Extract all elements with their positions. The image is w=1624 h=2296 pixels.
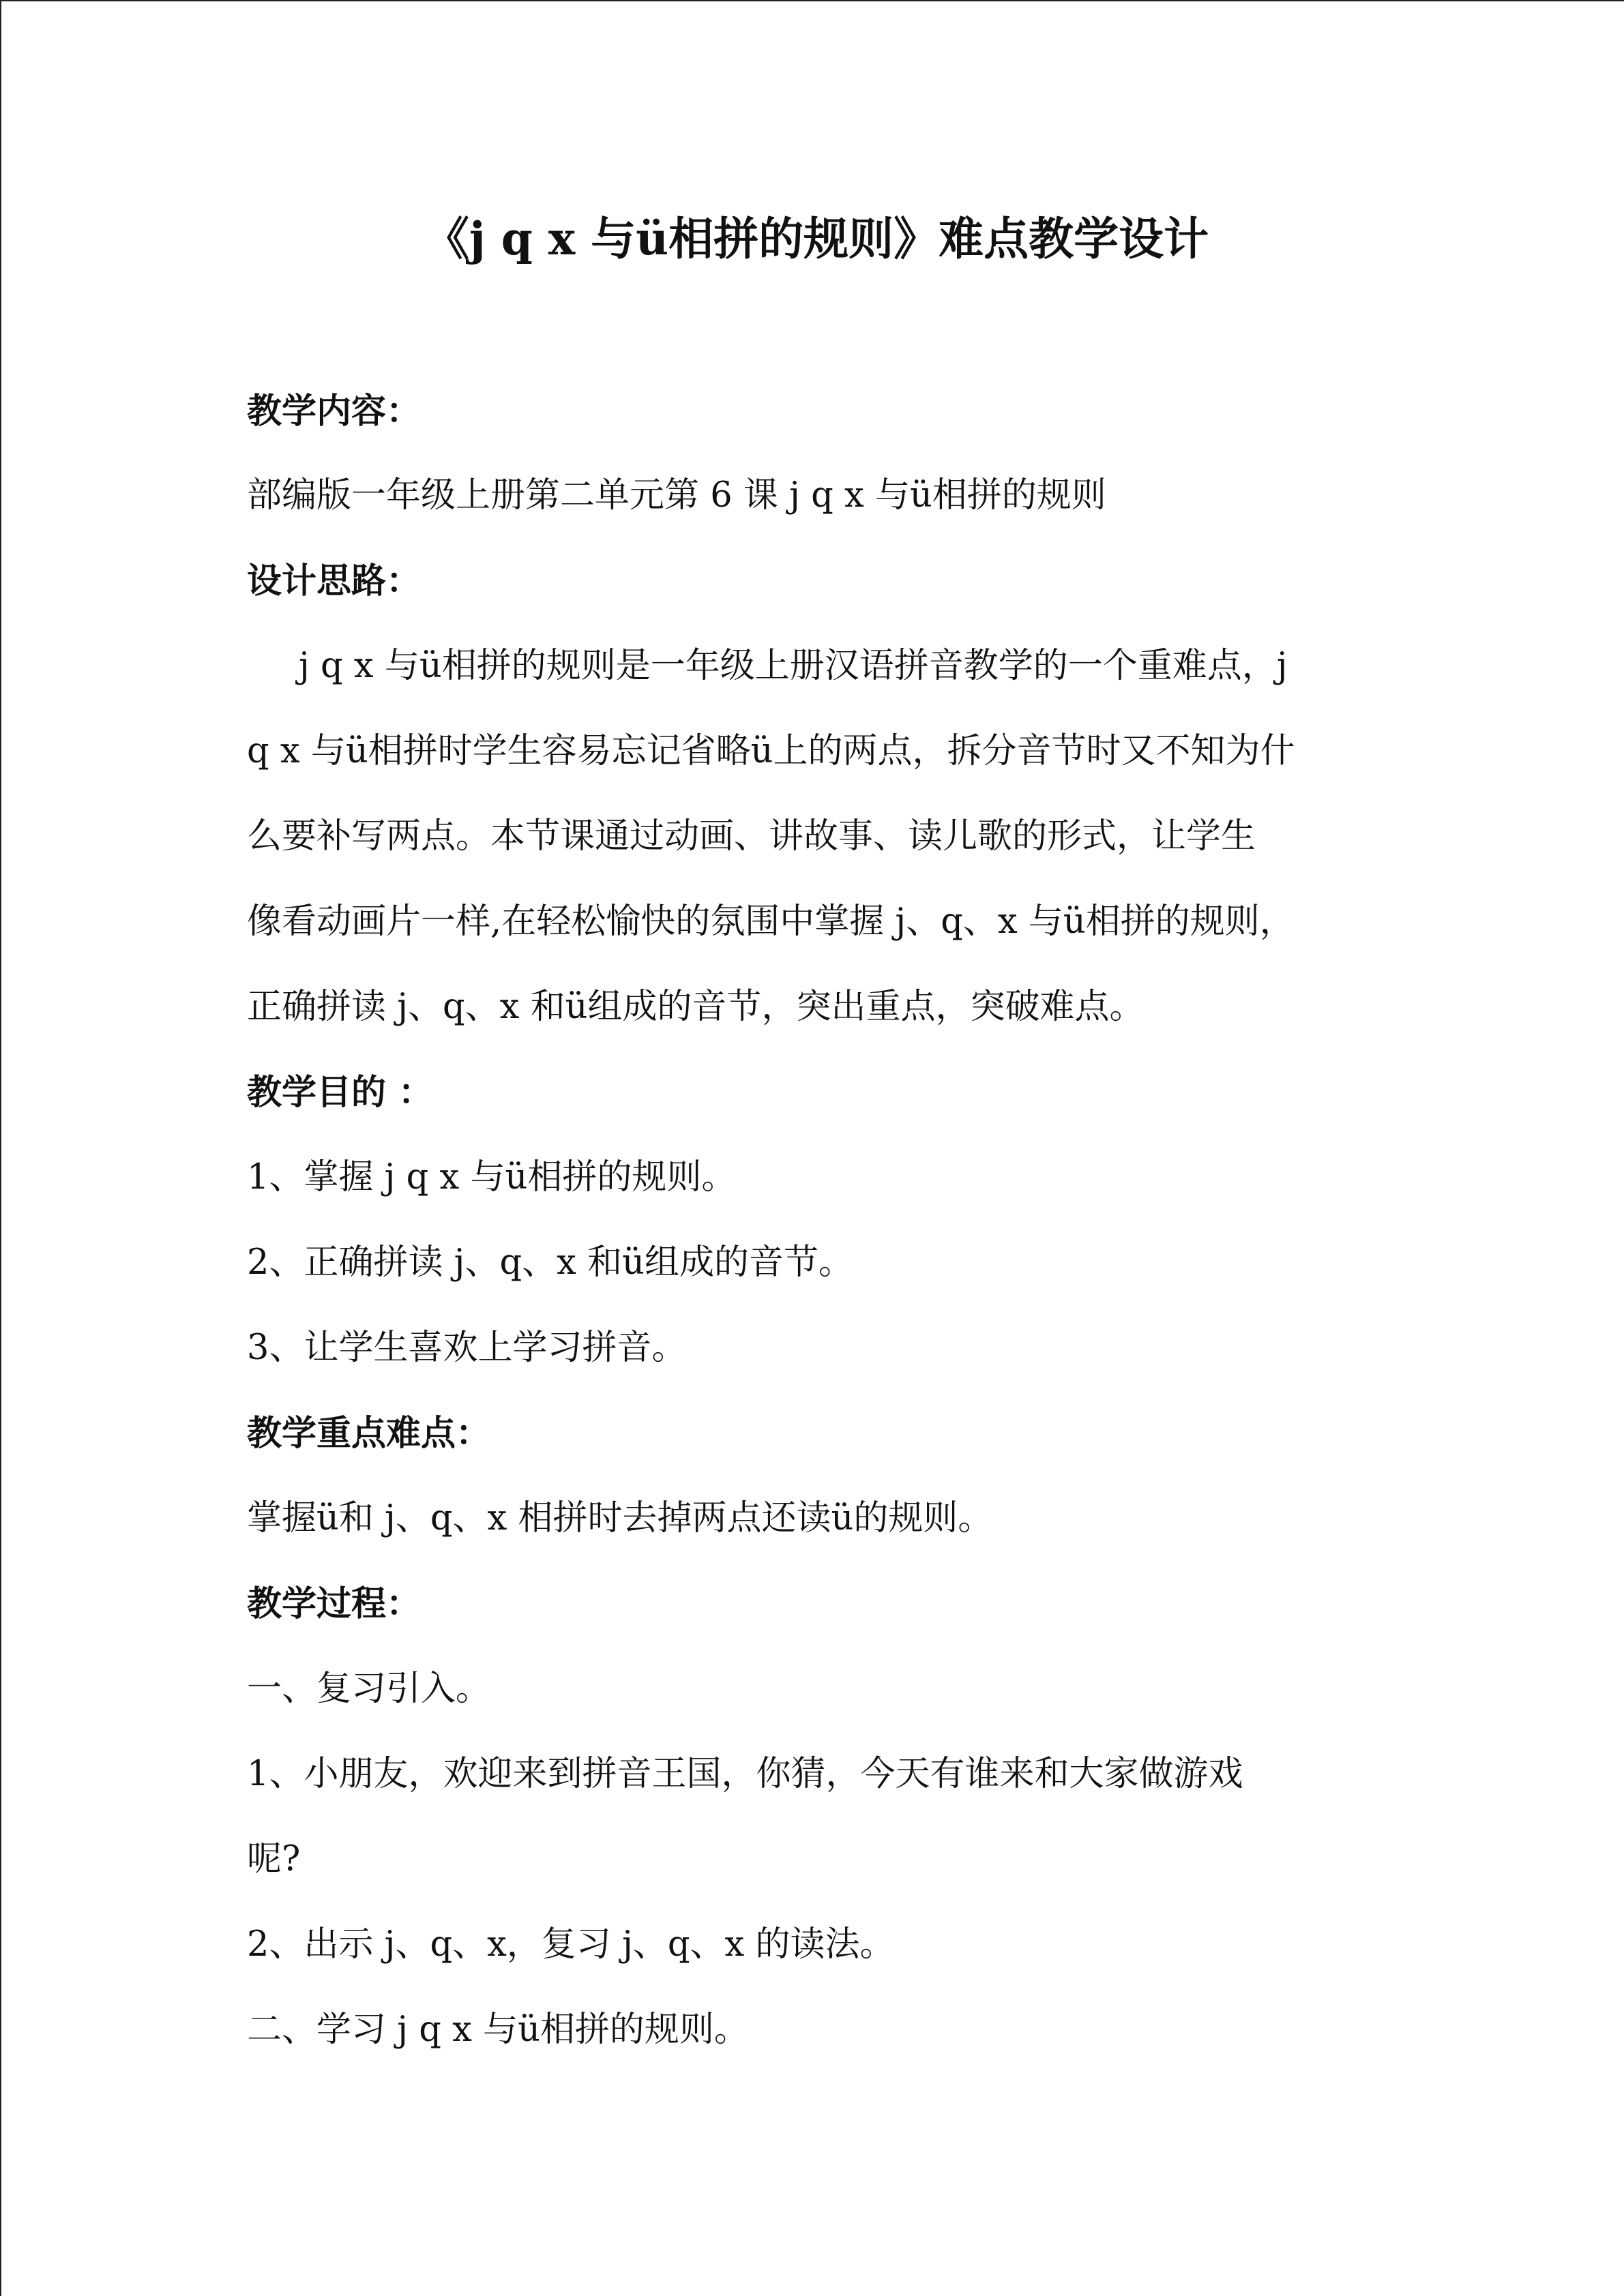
goals-heading: 教学目的 ： <box>247 1072 433 1113</box>
goal-item: 3、让学生喜欢上学习拼音。 <box>247 1328 687 1368</box>
design-line: 像看动画片一样,在轻松愉快的氛围中掌握 j、q、x 与ü相拼的规则， <box>247 901 1295 942</box>
content-heading: 教学内容： <box>247 391 422 432</box>
process-line: 一、复习引入。 <box>247 1669 491 1709</box>
goal-item: 2、正确拼读 j、q、x 和ü组成的音节。 <box>247 1242 853 1283</box>
goal-item: 1、掌握 j q x 与ü相拼的规则。 <box>247 1157 737 1197</box>
process-line: 2、出示 j、q、x，复习 j、q、x 的读法。 <box>247 1924 895 1965</box>
process-line: 呢? <box>247 1839 301 1879</box>
content-text: 部编版一年级上册第二单元第 6 课 j q x 与ü相拼的规则 <box>247 475 1106 516</box>
process-heading: 教学过程： <box>247 1583 422 1624</box>
process-line: 二、学习 j q x 与ü相拼的规则。 <box>247 2010 749 2050</box>
design-heading: 设计思路： <box>247 561 422 601</box>
key-heading: 教学重点难点： <box>247 1413 491 1454</box>
design-line: 正确拼读 j、q、x 和ü组成的音节，突出重点，突破难点。 <box>247 987 1145 1027</box>
design-line: j q x 与ü相拼的规则是一年级上册汉语拼音教学的一个重难点，j <box>299 646 1288 686</box>
process-line: 1、小朋友，欢迎来到拼音王国，你猜，今天有谁来和大家做游戏 <box>247 1754 1243 1794</box>
key-text: 掌握ü和 j、q、x 相拼时去掉两点还读ü的规则。 <box>247 1498 993 1538</box>
design-line: 么要补写两点。本节课通过动画、讲故事、读儿歌的形式，让学生 <box>247 816 1256 856</box>
document-title: 《j q x 与ü相拼的规则》难点教学设计 <box>424 212 1209 265</box>
design-line: q x 与ü相拼时学生容易忘记省略ü上的两点，拆分音节时又不知为什 <box>247 731 1295 771</box>
